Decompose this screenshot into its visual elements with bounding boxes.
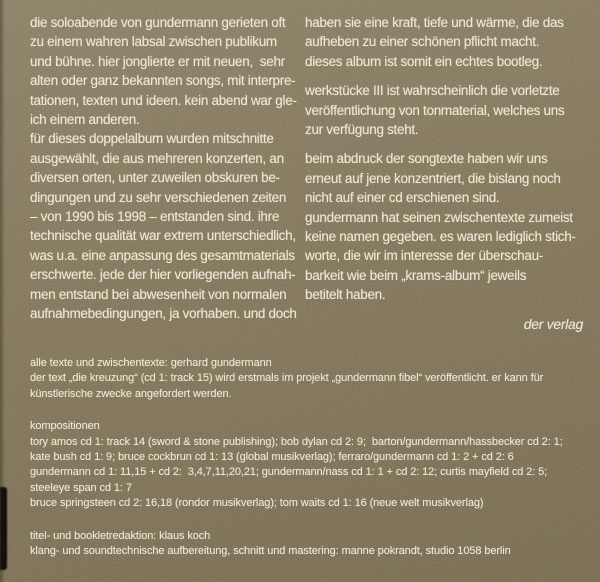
text-line: dingungen und zu sehr verschiedenen zeiten: [30, 189, 287, 205]
text-line: bruce springsteen cd 2: 16,18 (rondor musikverlag); tom waits cd 1: 16 (neue welt musikverlag): [30, 497, 484, 510]
text-line: tory amos cd 1: track 14 (sword & stone publishing); bob dylan cd 2: 9; barton/gundermann/hassbecker cd 2: 1;: [30, 435, 563, 448]
credits-section: [30, 356, 590, 576]
text-line: ich einem anderen.: [30, 112, 140, 128]
text-line: zu einem wahren labsal zwischen publikum: [30, 34, 277, 50]
text-line: klang- und soundtechnische aufbereitung, schnitt und mastering: manne pokrandt, studio 1058 berlin: [30, 545, 511, 558]
text-line: men entstand bei abwesenheit von normalen: [30, 286, 287, 302]
text-line: kate bush cd 1: 9; bruce cockbrun cd 1: 13 (global musikverlag); ferraro/gundermann cd 1: 2 + cd 2: 6: [30, 451, 514, 464]
text-line: steeleye span cd 1: 7: [30, 481, 132, 494]
text-line: betitelt haben.: [305, 287, 386, 303]
text-line: – von 1990 bis 1998 – entstanden sind. ihre: [30, 209, 280, 225]
text-line: für dieses doppelalbum wurden mitschnitte: [30, 131, 274, 147]
text-line: tationen, texten und ideen. kein abend war gle-: [30, 92, 297, 108]
production-credit-block: [30, 529, 590, 560]
text-line: haben sie eine kraft, tiefe und wärme, die das: [305, 15, 564, 30]
intro-text-left-column: [30, 13, 298, 324]
text-line: worte, die wir im interesse der überschau-: [305, 248, 544, 264]
text-line: aufheben zu einer schönen pflicht macht.: [305, 34, 540, 50]
text-line: veröffentlichung von tonmaterial, welches uns: [305, 102, 565, 118]
text-line: werkstücke III ist wahrscheinlich die vorletzte: [305, 83, 560, 99]
text-line: aufnahmebedingungen, ja vorhaben. und doch: [30, 306, 297, 322]
text-line: zur verfügung steht.: [305, 122, 419, 138]
paragraph-werkstuecke: [305, 81, 589, 139]
text-line: ausgewählt, die aus mehreren konzerten, an: [30, 150, 284, 166]
text-line: erschwerte. jede der hier vorliegenden aufnah-: [30, 267, 296, 283]
text-line: diversen orten, unter zuweilen obskuren be-: [30, 170, 280, 186]
text-line: gundermann hat seinen zwischentexte zumeist: [305, 209, 573, 225]
text-line: der text „die kreuzung“ (cd 1: track 15) wird erstmals im projekt „gundermann fibel“ veröffentlicht. er kann für: [30, 372, 544, 385]
text-line: und bühne. hier jonglierte er mit neuen, sehr: [30, 53, 285, 69]
paragraph-bootleg: [305, 13, 589, 71]
text-line: technische qualität war extrem unterschiedlich,: [30, 228, 296, 244]
text-line: alle texte und zwischentexte: gerhard gundermann: [30, 357, 272, 369]
text-line: kompositionen: [30, 420, 100, 433]
text-line: alten oder ganz bekannten songs, mit interpre-: [30, 73, 296, 89]
paragraph-songtexte: [305, 149, 589, 304]
text-line: was u.a. eine anpassung des gesamtmaterials: [30, 247, 295, 263]
intro-text-right-column: [305, 13, 589, 334]
text-line: erneut auf jene konzentriert, die bislang noch: [305, 170, 561, 186]
text-line: dieses album ist somit ein echtes bootleg.: [305, 53, 543, 69]
text-line: barkeit wie beim „krams-album“ jeweils: [305, 267, 527, 283]
text-line: beim abdruck der songtexte haben wir uns: [305, 151, 548, 167]
compositions-credit-block: [30, 419, 590, 511]
text-line: gundermann cd 1: 11,15 + cd 2: 3,4,7,11,20,21; gundermann/nass cd 1: 1 + cd 2: 12; curtis mayfield cd 2: 5;: [30, 466, 548, 479]
text-line: titel- und bookletredaktion: klaus koch: [30, 529, 211, 542]
text-line: künstlerische zwecke angefordert werden.: [30, 387, 232, 400]
text-line: keine namen gegeben. es waren lediglich stich-: [305, 229, 576, 245]
text-line: die soloabende von gundermann gerieten oft: [30, 15, 286, 30]
texts-credit-block: [30, 356, 590, 402]
scan-edge-artifact: [0, 487, 7, 570]
publisher-signature: der verlag: [523, 315, 583, 332]
text-line: nicht auf einer cd erschienen sind.: [305, 190, 500, 206]
